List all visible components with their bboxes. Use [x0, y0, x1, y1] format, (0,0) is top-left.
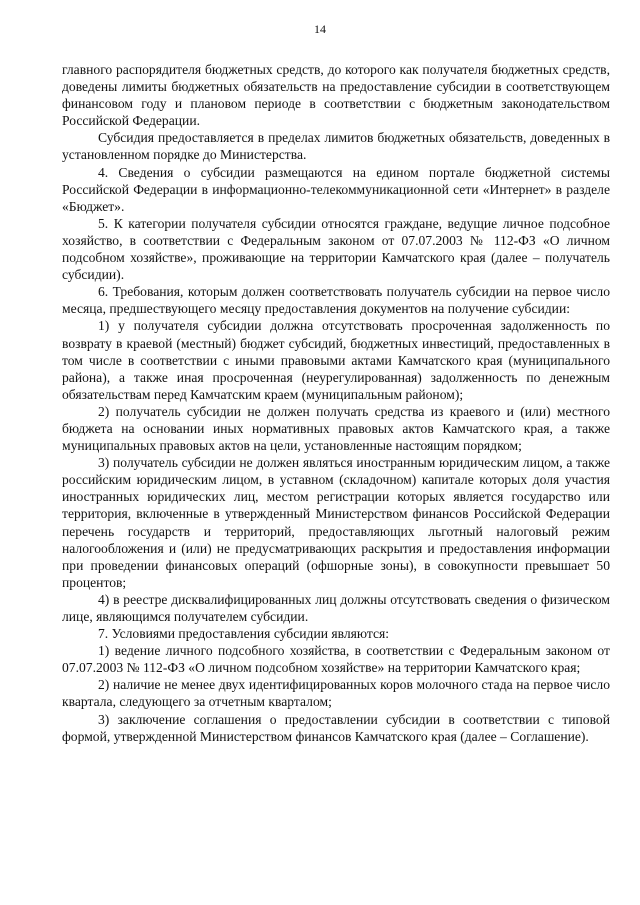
paragraph-subsidy-limits: Субсидия предоставляется в пределах лимитов бюджетных обязательств, доведенных в установленном порядке до Министерства. — [62, 130, 610, 163]
paragraph-item-6-3: 3) получатель субсидии не должен являться иностранным юридическим лицом, а также российским юридическим лицом, в уставном (складочном) капитале которых доля участия иностранных юридических лиц, местом регистрации которых является государство или территория, включенные в утвержденный Министерством финансов Российской Федерации перечень государств и территорий, предоставляющих льготный налоговый режим налогообложения и (или) не предусматривающих раскрытия и предоставления информации при проведении финансовых операций (офшорные зоны), в совокупности превышает 50 процентов; — [62, 455, 610, 590]
paragraph-item-6: 6. Требования, которым должен соответствовать получатель субсидии на первое число месяца, предшествующего месяцу предоставления документов на получение субсидии: — [62, 284, 610, 317]
document-body — [62, 61, 610, 745]
page-number: 14 — [314, 22, 326, 36]
paragraph-item-4: 4. Сведения о субсидии размещаются на едином портале бюджетной системы Российской Федерации в информационно-телекоммуникационной сети «Интернет» в разделе «Бюджет». — [62, 164, 610, 214]
paragraph-item-5: 5. К категории получателя субсидии относятся граждане, ведущие личное подсобное хозяйство, в соответствии с Федеральным законом от 07.07.2003 № 112-ФЗ «О личном подсобном хозяйстве», проживающие на территории Камчатского края (далее – получатель субсидии). — [62, 215, 610, 283]
paragraph-item-6-2: 2) получатель субсидии не должен получать средства из краевого и (или) местного бюджета на основании иных нормативных правовых актов Камчатского края, а также муниципальных правовых актов на цели, установленные настоящим порядком; — [62, 403, 610, 454]
paragraph-item-7: 7. Условиями предоставления субсидии являются: — [98, 626, 390, 642]
paragraph-item-7-2: 2) наличие не менее двух идентифицированных коров молочного стада на первое число квартала, следующего за отчетным кварталом; — [62, 677, 610, 710]
paragraph-continuation: главного распорядителя бюджетных средств, до которого как получателя бюджетных средств, доведены лимиты бюджетных обязательств на предоставление субсидии в соответствующем финансовом году и плановом периоде в соответствии с бюджетным законодательством Российской Федерации. — [62, 62, 610, 129]
paragraph-item-7-3: 3) заключение соглашения о предоставлении субсидии в соответствии с типовой формой, утвержденной Министерством финансов Камчатского края (далее – Соглашение). — [62, 711, 610, 744]
paragraph-item-6-4: 4) в реестре дисквалифицированных лиц должны отсутствовать сведения о физическом лице, являющимся получателем субсидии. — [62, 591, 610, 624]
paragraph-item-6-1: 1) у получателя субсидии должна отсутствовать просроченная задолженность по возврату в краевой (местный) бюджет субсидий, бюджетных инвестиций, предоставленных в том числе в соответствии с иными правовыми актами Камчатского края (муниципального района), а также иная просроченная (неурегулированная) задолженность по денежным обязательствам перед Камчатским краем (муниципальным районом); — [62, 318, 610, 402]
paragraph-item-7-1: 1) ведение личного подсобного хозяйства, в соответствии с Федеральным законом от 07.07.2003 № 112-ФЗ «О личном подсобном хозяйстве» на территории Камчатского края; — [62, 643, 610, 676]
